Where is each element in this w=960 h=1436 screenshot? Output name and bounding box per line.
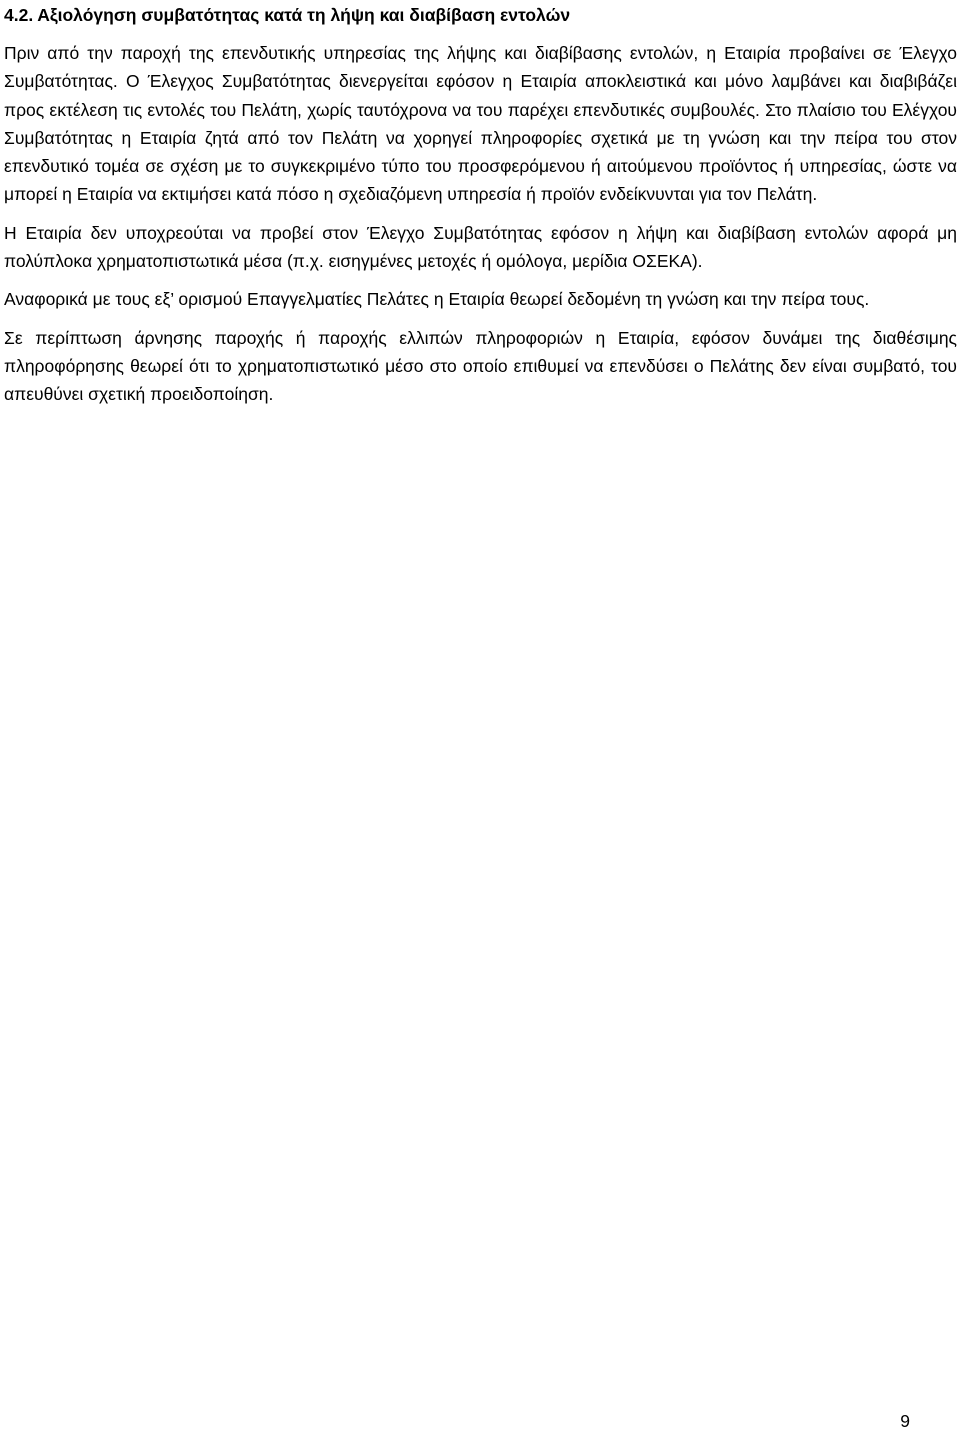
paragraph-refusal-warning: Σε περίπτωση άρνησης παροχής ή παροχής ελλιπών πληροφοριών η Εταιρία, εφόσον δυνάμει της διαθέσιμης πληροφόρησης θεωρεί ότι το χρηματοπιστωτικό μέσο στο οποίο επιθυμεί να επενδύσει ο Πελάτης δεν είναι συμβατό, του απευθύνει σχετική προειδοποίηση. bbox=[4, 327, 957, 405]
paragraph-non-complex-instruments: Η Εταιρία δεν υποχρεούται να προβεί στον Έλεγχο Συμβατότητας εφόσον η λήψη και διαβίβαση εντολών αφορά μη πολύπλοκα χρηματοπιστωτικά μέσα (π.χ. εισηγμένες μετοχές ή ομόλογα, μερίδια ΟΣΕΚΑ). bbox=[4, 222, 957, 272]
page-number: 9 bbox=[900, 1411, 910, 1431]
section-title: Αξιολόγηση συμβατότητας κατά τη λήψη και διαβίβαση εντολών bbox=[37, 5, 571, 25]
section-body bbox=[4, 39, 957, 419]
paragraph-professional-clients: Αναφορικά με τους εξ’ ορισμού Επαγγελματίες Πελάτες η Εταιρία θεωρεί δεδομένη τη γνώση και την πείρα τους. bbox=[4, 289, 870, 310]
paragraph-compatibility-check: Πριν από την παροχή της επενδυτικής υπηρεσίας της λήψης και διαβίβασης εντολών, η Εταιρία προβαίνει σε Έλεγχο Συμβατότητας. Ο Έλεγχος Συμβατότητας διενεργείται εφόσον η Εταιρία αποκλειστικά και μόνο λαμβάνει και διαβιβάζει προς εκτέλεση τις εντολές του Πελάτη, χωρίς ταυτόχρονα να του παρέχει επενδυτικές συμβουλές. Στο πλαίσιο του Ελέγχου Συμβατότητας η Εταιρία ζητά από τον Πελάτη να χορηγεί πληροφορίες σχετικά με τη γνώση και την πείρα του στον επενδυτικό τομέα σε σχέση με το συγκεκριμένο τύπο του προσφερόμενου ή αιτούμενου προϊόντος ή υπηρεσίας, ώστε να μπορεί η Εταιρία να εκτιμήσει κατά πόσο η σχεδιαζόμενη υπηρεσία ή προϊόν ενδείκνυνται για τον Πελάτη. bbox=[4, 43, 957, 205]
section-heading bbox=[4, 2, 570, 28]
section-number: 4.2. bbox=[4, 5, 34, 25]
